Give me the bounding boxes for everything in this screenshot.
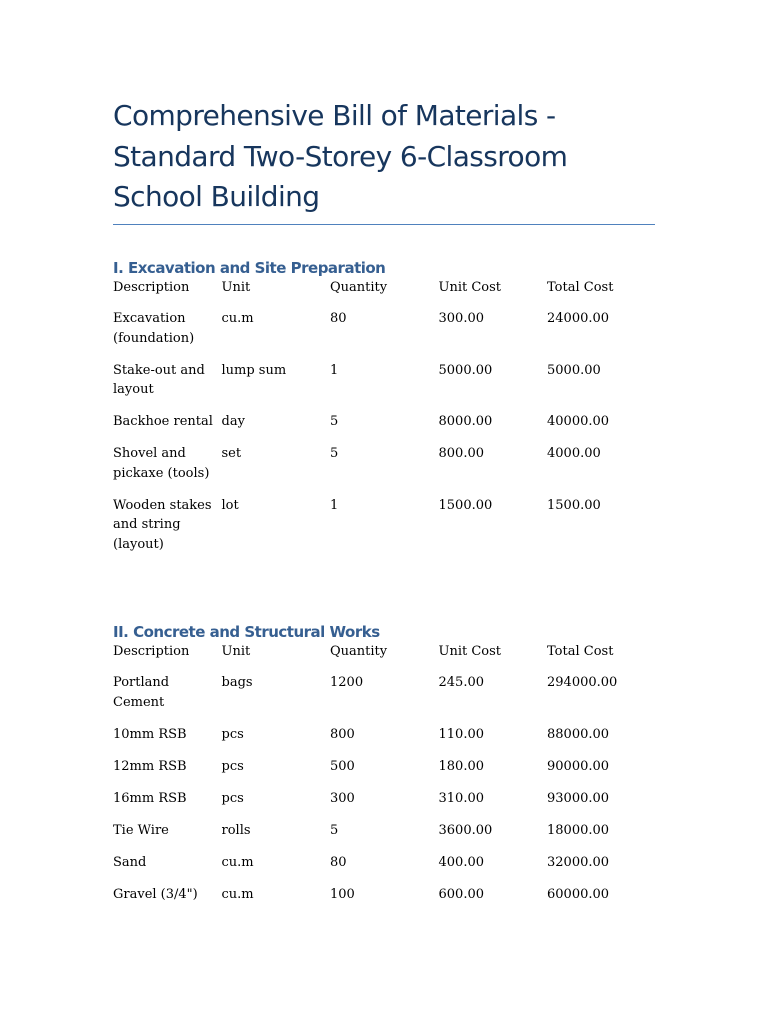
document-title: Comprehensive Bill of Materials - Standard Two-Storey 6-Classroom School Building	[113, 0, 655, 225]
total-cost-cell: 4000.00	[547, 446, 601, 461]
column-header: Unit Cost	[438, 643, 502, 659]
unit-cost-cell: 5000.00	[438, 362, 493, 378]
column-header: Quantity	[330, 643, 388, 659]
quantity-cell: 300	[330, 790, 355, 806]
description-cell: Tie Wire	[113, 822, 169, 838]
table-row	[113, 725, 656, 757]
column-header: Quantity	[330, 279, 388, 295]
table-row	[113, 885, 656, 917]
table-header-row	[113, 642, 656, 674]
total-cost-cell: 60000.00	[547, 886, 610, 902]
total-cost-cell: 5000.00	[547, 362, 601, 378]
description-cell: Shovel and pickaxe (tools)	[113, 446, 210, 481]
total-cost-cell: 1500.00	[547, 497, 601, 513]
description-cell: 16mm RSB	[113, 790, 187, 806]
unit-cost-cell: 800.00	[438, 446, 484, 461]
total-cost-cell: 32000.00	[547, 854, 610, 870]
description-cell: Portland Cement	[113, 675, 170, 710]
unit-cell: lump sum	[221, 362, 287, 378]
unit-cell: bags	[221, 675, 253, 690]
quantity-cell: 5	[330, 414, 339, 429]
quantity-cell: 800	[330, 726, 355, 742]
column-header: Total Cost	[547, 643, 614, 659]
quantity-cell: 80	[330, 311, 347, 326]
unit-cell: lot	[221, 497, 239, 513]
unit-cost-cell: 300.00	[438, 311, 484, 326]
quantity-cell: 1	[330, 362, 339, 378]
column-header: Unit Cost	[438, 279, 502, 295]
description-cell: Sand	[113, 854, 147, 870]
total-cost-cell: 90000.00	[547, 758, 610, 774]
excavation-table	[113, 278, 656, 567]
unit-cell: pcs	[221, 790, 244, 806]
section-heading-concrete: II. Concrete and Structural Works	[113, 622, 380, 641]
total-cost-cell: 24000.00	[547, 311, 610, 326]
total-cost-cell: 18000.00	[547, 822, 610, 838]
total-cost-cell: 294000.00	[547, 675, 618, 690]
table-header-row	[113, 278, 656, 310]
unit-cost-cell: 245.00	[438, 675, 484, 690]
concrete-table	[113, 642, 656, 917]
description-cell: 12mm RSB	[113, 758, 187, 774]
description-cell: Gravel (3/4")	[113, 886, 198, 902]
column-header: Unit	[221, 279, 251, 295]
description-cell: Excavation (foundation)	[113, 311, 195, 346]
table-row	[113, 821, 656, 853]
quantity-cell: 5	[330, 822, 339, 838]
quantity-cell: 500	[330, 758, 355, 774]
unit-cell: cu.m	[221, 854, 254, 870]
total-cost-cell: 93000.00	[547, 790, 610, 806]
description-cell: Backhoe rental	[113, 414, 213, 429]
document-page	[113, 0, 655, 917]
table-row	[113, 496, 656, 567]
unit-cost-cell: 310.00	[438, 790, 484, 806]
total-cost-cell: 40000.00	[547, 414, 610, 429]
quantity-cell: 5	[330, 446, 339, 461]
section-heading-excavation: I. Excavation and Site Preparation	[113, 258, 386, 277]
quantity-cell: 100	[330, 886, 355, 902]
unit-cost-cell: 8000.00	[438, 414, 493, 429]
unit-cell: pcs	[221, 726, 244, 742]
quantity-cell: 1200	[330, 675, 364, 690]
unit-cell: pcs	[221, 758, 244, 774]
column-header: Description	[113, 643, 190, 659]
unit-cell: day	[221, 414, 245, 429]
unit-cost-cell: 1500.00	[438, 497, 493, 513]
description-cell: Wooden stakes and string (layout)	[113, 497, 212, 552]
unit-cell: rolls	[221, 822, 251, 838]
description-cell: 10mm RSB	[113, 726, 187, 742]
unit-cost-cell: 3600.00	[438, 822, 493, 838]
quantity-cell: 1	[330, 497, 339, 513]
unit-cell: cu.m	[221, 311, 254, 326]
unit-cost-cell: 400.00	[438, 854, 484, 870]
total-cost-cell: 88000.00	[547, 726, 610, 742]
column-header: Total Cost	[547, 279, 614, 295]
table-row	[113, 361, 656, 413]
table-row	[113, 853, 656, 885]
unit-cost-cell: 600.00	[438, 886, 484, 902]
unit-cost-cell: 180.00	[438, 758, 484, 774]
unit-cell: cu.m	[221, 886, 254, 902]
table-row	[113, 789, 656, 821]
column-header: Description	[113, 279, 190, 295]
table-row	[113, 444, 656, 496]
column-header: Unit	[221, 643, 251, 659]
table-row	[113, 309, 656, 361]
table-row	[113, 412, 656, 444]
table-row	[113, 673, 656, 725]
description-cell: Stake-out and layout	[113, 362, 205, 397]
table-row	[113, 757, 656, 789]
unit-cost-cell: 110.00	[438, 726, 484, 742]
quantity-cell: 80	[330, 854, 347, 870]
unit-cell: set	[221, 446, 242, 461]
